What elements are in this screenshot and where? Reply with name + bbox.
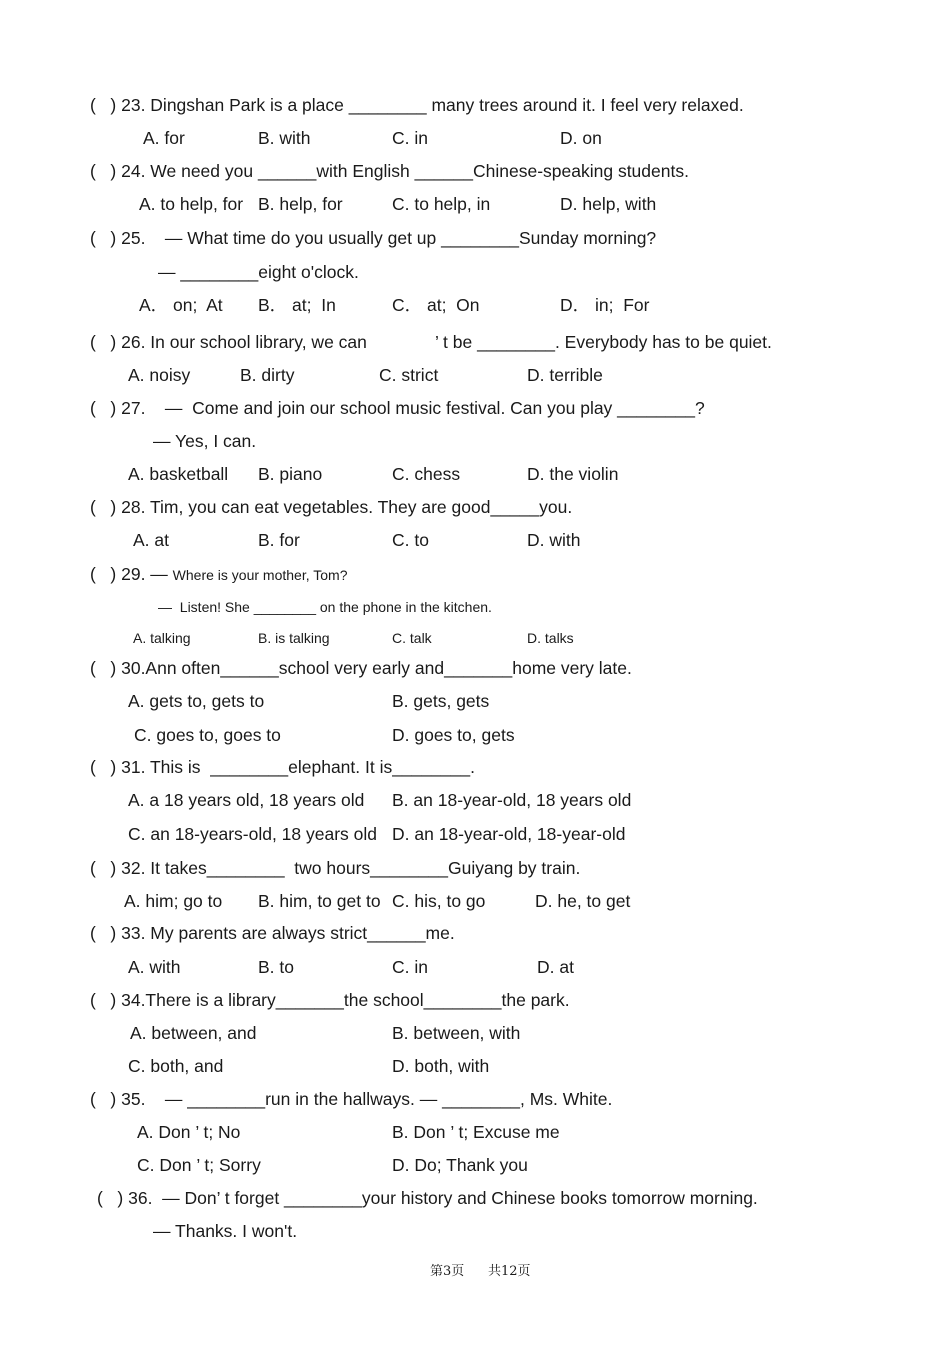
question-30-option-a: A. gets to, gets to xyxy=(128,691,265,711)
question-28-stem: ( ) 28. Tim, you can eat vegetables. They are good_____you. xyxy=(90,497,573,517)
question-35-stem: ( ) 35. — ________run in the hallways. — ________, Ms. White. xyxy=(90,1089,613,1109)
question-26-option-a: A. noisy xyxy=(128,365,191,385)
question-24-option-a: A. to help, for xyxy=(139,194,244,214)
question-36-line-2: — Thanks. I won't. xyxy=(153,1221,298,1241)
question-23-option-c: C. in xyxy=(392,128,428,148)
question-25-option-b: B． at; In xyxy=(258,295,336,315)
question-25-line-2: — ________eight o'clock. xyxy=(158,262,359,282)
question-25-option-a: A． on; At xyxy=(139,295,223,315)
question-29-stem xyxy=(90,563,347,586)
question-34-option-a: A. between, and xyxy=(130,1023,257,1043)
question-31-stem: ( ) 31. This is ________elephant. It is________. xyxy=(90,757,475,777)
question-34-option-b: B. between, with xyxy=(392,1023,521,1043)
question-33-option-a: A. with xyxy=(128,957,181,977)
question-24-stem: ( ) 24. We need you ______with English ______Chinese-speaking students. xyxy=(90,161,689,181)
question-32-option-b: B. him, to get to xyxy=(258,891,381,911)
question-30-option-c: C. goes to, goes to xyxy=(134,725,281,745)
question-24-option-b: B. help, for xyxy=(258,194,343,214)
question-28-option-c: C. to xyxy=(392,530,429,550)
question-32-option-c: C. his, to go xyxy=(392,891,486,911)
question-31-option-b: B. an 18-year-old, 18 years old xyxy=(392,790,632,810)
question-35-option-a: A. Don ’ t; No xyxy=(137,1122,241,1142)
question-25-stem: ( ) 25. — What time do you usually get up ________Sunday morning? xyxy=(90,228,657,248)
question-35-option-d: D. Do; Thank you xyxy=(392,1155,528,1175)
question-29-number: ( ) 29. — xyxy=(90,564,168,584)
question-31-option-a: A. a 18 years old, 18 years old xyxy=(128,790,365,810)
question-23-option-d: D. on xyxy=(560,128,602,148)
question-27-line-2: — Yes, I can. xyxy=(153,431,257,451)
question-33-option-b: B. to xyxy=(258,957,294,977)
question-27-option-b: B. piano xyxy=(258,464,323,484)
question-28-option-b: B. for xyxy=(258,530,300,550)
question-28-option-d: D. with xyxy=(527,530,581,550)
question-33-option-c: C. in xyxy=(392,957,428,977)
question-29-line-2: — Listen! She ________ on the phone in the kitchen. xyxy=(158,599,492,615)
question-26-option-d: D. terrible xyxy=(527,365,603,385)
question-34-stem: ( ) 34.There is a library_______the school________the park. xyxy=(90,990,570,1010)
question-29-option-c: C. talk xyxy=(392,630,432,646)
question-32-option-a: A. him; go to xyxy=(124,891,223,911)
question-25-option-d: D． in; For xyxy=(560,295,650,315)
question-27-option-d: D. the violin xyxy=(527,464,619,484)
question-27-option-a: A. basketball xyxy=(128,464,229,484)
question-29-prompt: Where is your mother, Tom? xyxy=(172,567,348,583)
question-33-stem: ( ) 33. My parents are always strict______me. xyxy=(90,923,455,943)
question-26-option-c: C. strict xyxy=(379,365,439,385)
question-29-option-d: D. talks xyxy=(527,630,574,646)
question-30-option-d: D. goes to, gets xyxy=(392,725,515,745)
question-28-option-a: A. at xyxy=(133,530,169,550)
question-36-stem: ( ) 36. — Don’ t forget ________your history and Chinese books tomorrow morning. xyxy=(97,1188,758,1208)
question-34-option-d: D. both, with xyxy=(392,1056,490,1076)
page-number: 第3页 xyxy=(430,1264,465,1279)
question-30-option-b: B. gets, gets xyxy=(392,691,490,711)
question-29-option-b: B. is talking xyxy=(258,630,330,646)
question-25-option-c: C． at; On xyxy=(392,295,480,315)
question-26-stem: ( ) 26. In our school library, we can ’ t be ________. Everybody has to be quiet. xyxy=(90,332,772,352)
question-27-stem: ( ) 27. — Come and join our school music festival. Can you play ________? xyxy=(90,398,705,418)
question-32-stem: ( ) 32. It takes________ two hours________Guiyang by train. xyxy=(90,858,581,878)
question-35-option-c: C. Don ’ t; Sorry xyxy=(137,1155,261,1175)
question-26-option-b: B. dirty xyxy=(240,365,295,385)
question-35-option-b: B. Don ’ t; Excuse me xyxy=(392,1122,560,1142)
question-33-option-d: D. at xyxy=(537,957,574,977)
question-31-option-c: C. an 18-years-old, 18 years old xyxy=(128,824,378,844)
question-23-stem: ( ) 23. Dingshan Park is a place ________ many trees around it. I feel very relaxed. xyxy=(90,95,744,115)
question-24-option-c: C. to help, in xyxy=(392,194,491,214)
question-23-option-b: B. with xyxy=(258,128,311,148)
question-30-stem: ( ) 30.Ann often______school very early and_______home very late. xyxy=(90,658,632,678)
question-32-option-d: D. he, to get xyxy=(535,891,631,911)
question-24-option-d: D. help, with xyxy=(560,194,657,214)
page-total: 共12页 xyxy=(488,1264,531,1279)
question-31-option-d: D. an 18-year-old, 18-year-old xyxy=(392,824,626,844)
question-27-option-c: C. chess xyxy=(392,464,461,484)
question-34-option-c: C. both, and xyxy=(128,1056,224,1076)
question-23-option-a: A. for xyxy=(143,128,185,148)
question-29-option-a: A. talking xyxy=(133,630,191,646)
